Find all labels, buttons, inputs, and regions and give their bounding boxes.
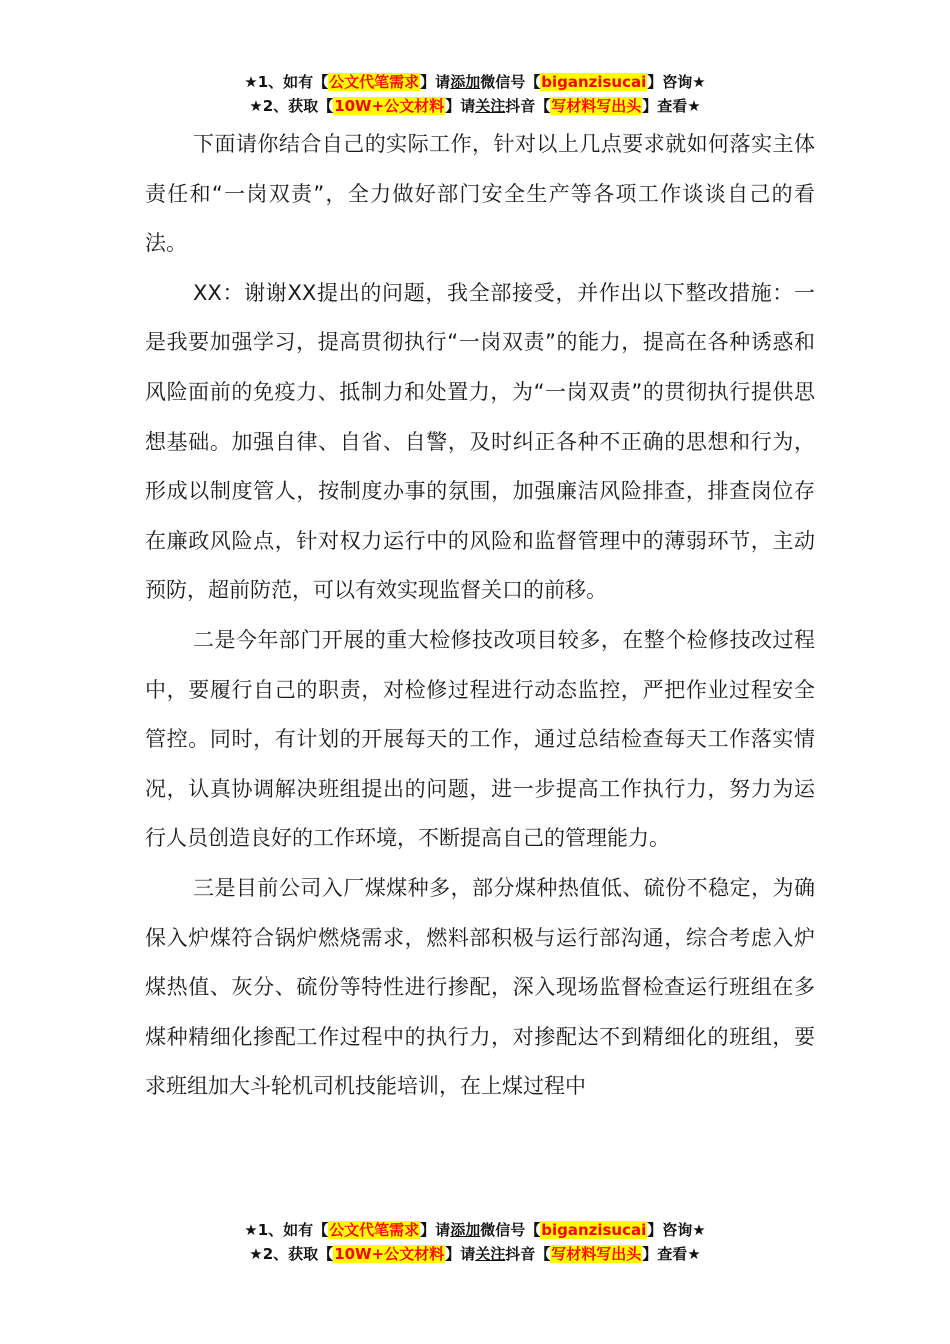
footer-notice: [0, 1218, 950, 1266]
highlight-materials: 10W+公文材料: [334, 97, 445, 115]
notice-line-1: [0, 70, 950, 94]
highlight-service: 公文代笔需求: [329, 73, 420, 91]
highlight-service: 公文代笔需求: [329, 1221, 420, 1239]
notice-text: 】查看★: [642, 1245, 701, 1263]
highlight-douyin: 写材料写出头: [551, 1245, 642, 1263]
paragraph: 下面请你结合自己的实际工作，针对以上几点要求就如何落实主体责任和“一岗双责”，全力做好部门安全生产等各项工作谈谈自己的看法。: [145, 132, 815, 256]
notice-text: 抖音【: [505, 1245, 551, 1263]
document-body: [145, 120, 815, 1112]
notice-text: ★2、获取【: [249, 97, 334, 115]
notice-line-1: [0, 1218, 950, 1242]
paragraph: 三是目前公司入厂煤煤种多，部分煤种热值低、硫份不稳定，为确保入炉煤符合锅炉燃烧需求，燃料部积极与运行部沟通，综合考虑入炉煤热值、灰分、硫份等特性进行掺配，深入现场监督检查运行班组在多煤种精细化掺配工作过程中的执行力，对掺配达不到精细化的班组，要求班组加大斗轮机司机技能培训，在上煤过程中: [145, 875, 815, 1099]
notice-text: 】请: [445, 97, 476, 115]
highlight-materials: 10W+公文材料: [334, 1245, 445, 1263]
notice-text: 微信号【: [480, 1221, 541, 1239]
notice-text: 】请: [420, 1221, 451, 1239]
notice-text: ★1、如有【: [244, 73, 329, 91]
underlined-text: 关注: [475, 1245, 506, 1263]
highlight-douyin: 写材料写出头: [551, 97, 642, 115]
notice-text: 抖音【: [505, 97, 551, 115]
notice-text: 】请: [445, 1245, 476, 1263]
notice-line-2: [0, 1242, 950, 1266]
underlined-text: 添加: [450, 73, 481, 91]
underlined-text: 关注: [475, 97, 506, 115]
paragraph: 二是今年部门开展的重大检修技改项目较多，在整个检修技改过程中，要履行自己的职责，对检修过程进行动态监控，严把作业过程安全管控。同时，有计划的开展每天的工作，通过总结检查每天工作落实情况，认真协调解决班组提出的问题，进一步提高工作执行力，努力为运行人员创造良好的工作环境，不断提高自己的管理能力。: [145, 627, 815, 851]
notice-text: ★2、获取【: [249, 1245, 334, 1263]
notice-text: 】咨询★: [647, 1221, 706, 1239]
header-notice: [0, 70, 950, 118]
notice-text: 】请: [420, 73, 451, 91]
underlined-text: 添加: [450, 1221, 481, 1239]
paragraph: XX：谢谢XX提出的问题，我全部接受，并作出以下整改措施：一是我要加强学习，提高贯彻执行“一岗双责”的能力，提高在各种诱惑和风险面前的免疫力、抵制力和处置力，为“一岗双责”的贯彻执行提供思想基础。加强自律、自省、自警，及时纠正各种不正确的思想和行为，形成以制度管人，按制度办事的氛围，加强廉洁风险排查，排查岗位存在廉政风险点，针对权力运行中的风险和监督管理中的薄弱环节，主动预防，超前防范，可以有效实现监督关口的前移。: [145, 280, 815, 603]
notice-text: ★1、如有【: [244, 1221, 329, 1239]
highlight-wechat-id: biganzisucai: [541, 73, 647, 91]
notice-text: 】咨询★: [647, 73, 706, 91]
notice-text: 微信号【: [480, 73, 541, 91]
notice-line-2: [0, 94, 950, 118]
notice-text: 】查看★: [642, 97, 701, 115]
highlight-wechat-id: biganzisucai: [541, 1221, 647, 1239]
